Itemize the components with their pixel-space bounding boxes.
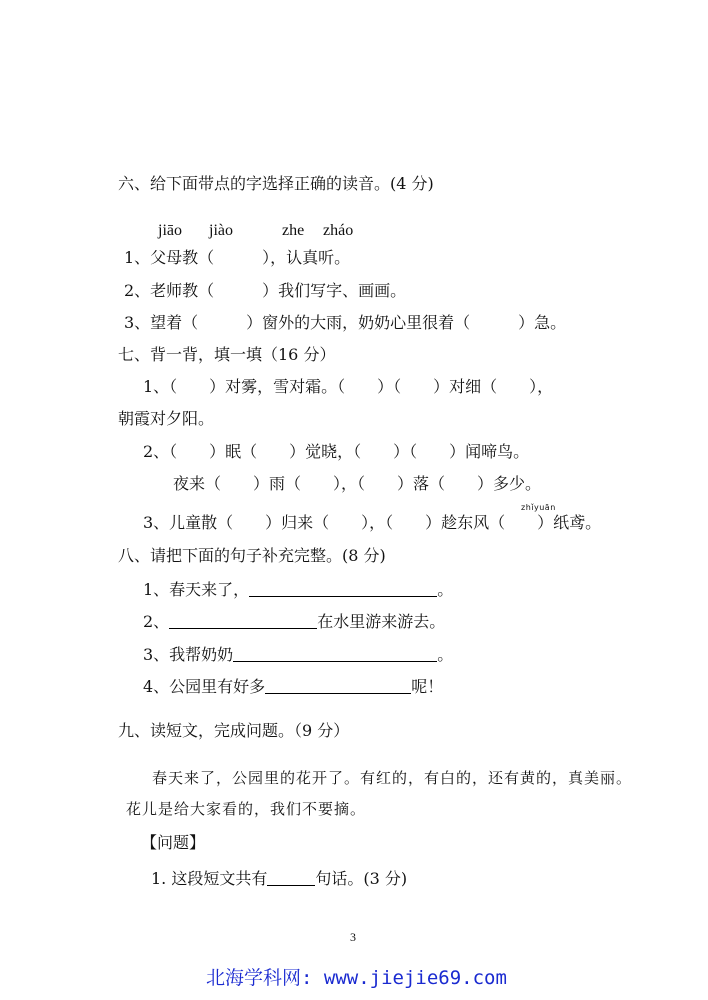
section-6-q3: 3、望着（ ）窗外的大雨，奶奶心里很着（ ）急。 <box>124 313 567 332</box>
answer-blank-1[interactable] <box>249 581 437 597</box>
section-6-q1: 1、父母教（ ），认真听。 <box>124 248 351 267</box>
footer-watermark[interactable]: 北海学科网: www.jiejie69.com <box>206 967 507 989</box>
answer-blank-sentence-count[interactable] <box>267 870 315 886</box>
section-9-q1 <box>151 869 407 889</box>
section-7-q1b: 朝霞对夕阳。 <box>118 409 215 428</box>
section-9-title: 九、读短文，完成问题。（9 分） <box>118 721 350 740</box>
section-7-q3-pinyin: zhǐyuān <box>521 503 556 512</box>
section-8-title: 八、请把下面的句子补充完整。(8 分) <box>118 546 386 565</box>
section-7-q1a: 1、（ ）对雾，雪对霜。（ ）（ ）对细（ ）， <box>143 377 554 396</box>
section-8-q3-prefix: 3、我帮奶奶 <box>143 645 234 664</box>
pinyin-jiao4: jiào <box>209 222 233 239</box>
section-8-q4 <box>143 677 443 697</box>
answer-blank-2[interactable] <box>169 613 317 629</box>
section-8-q2-prefix: 2、 <box>143 612 170 631</box>
section-7-title: 七、背一背，填一填（16 分） <box>118 345 336 364</box>
section-8-q2 <box>143 612 445 632</box>
section-6-q2: 2、老师教（ ）我们写字、画画。 <box>124 281 407 300</box>
section-7-q2b: 夜来（ ）雨（ ），（ ）落（ ）多少。 <box>173 474 542 493</box>
reading-passage-line-2: 花儿是给大家看的，我们不要摘。 <box>126 800 367 818</box>
section-7-q2a: 2、（ ）眠（ ）觉晓，（ ）（ ）闻啼鸟。 <box>143 442 530 461</box>
section-8-q4-suffix: 呢！ <box>411 677 444 696</box>
answer-blank-4[interactable] <box>265 678 411 694</box>
section-8-q1-suffix: 。 <box>437 580 454 599</box>
page-number: 3 <box>350 930 356 944</box>
pinyin-zhao2: zháo <box>323 222 354 239</box>
section-8-q2-suffix: 在水里游来游去。 <box>317 612 446 631</box>
reading-passage-line-1: 春天来了，公园里的花开了。有红的，有白的，还有黄的，真美丽。 <box>152 769 633 787</box>
section-9-q1-suffix: 句话。(3 分) <box>315 869 408 888</box>
answer-blank-3[interactable] <box>233 646 437 662</box>
pinyin-jiao1: jiāo <box>158 222 182 239</box>
section-8-q3 <box>143 645 453 665</box>
section-8-q4-prefix: 4、公园里有好多 <box>143 677 266 696</box>
section-6-title: 六、给下面带点的字选择正确的读音。(4 分) <box>118 174 434 193</box>
section-8-q1-prefix: 1、春天来了， <box>143 580 250 599</box>
section-8-q1 <box>143 580 453 600</box>
section-8-q3-suffix: 。 <box>437 645 454 664</box>
pinyin-zhe: zhe <box>282 222 305 239</box>
section-9-q1-prefix: 1. 这段短文共有 <box>151 869 268 888</box>
question-header: 【问题】 <box>141 833 206 852</box>
section-7-q3: 3、儿童散（ ）归来（ ），（ ）趁东风（ ）纸鸢。 <box>143 513 602 532</box>
